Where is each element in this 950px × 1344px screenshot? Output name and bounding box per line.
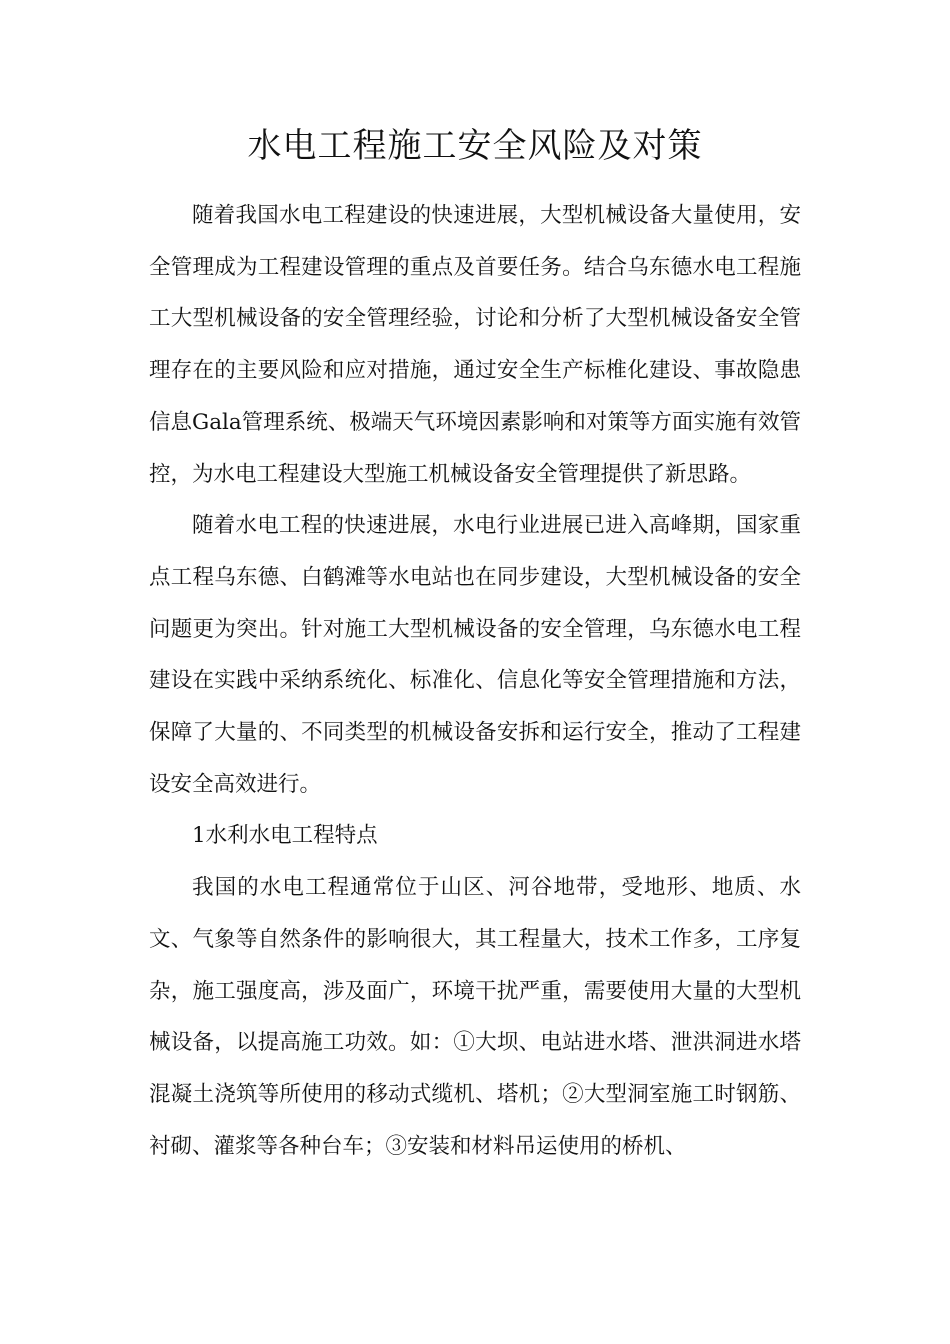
section-heading: 1水利水电工程特点 <box>192 823 378 849</box>
paragraph-section-body: 我国的水电工程通常位于山区、河谷地带，受地形、地质、水文、气象等自然条件的影响很大，其工程量大，技术工作多，工序复杂，施工强度高，涉及面广，环境干扰严重，需要使用大量的大型机械设备，以提高施工功效。如：①大坝、电站进水塔、泄洪洞进水塔混凝土浇筑等所使用的移动式缆机、塔机；②大型洞室施工时钢筋、衬砌、灌浆等各种台车；③安装和材料吊运使用的桥机、 <box>149 875 801 1159</box>
document-body <box>149 190 801 1172</box>
document-title: 水电工程施工安全风险及对策 <box>247 126 703 166</box>
paragraph-intro: 随着水电工程的快速进展，水电行业进展已进入高峰期，国家重点工程乌东德、白鹤滩等水电站也在同步建设，大型机械设备的安全问题更为突出。针对施工大型机械设备的安全管理，乌东德水电工程建设在实践中采纳系统化、标准化、信息化等安全管理措施和方法，保障了大量的、不同类型的机械设备安拆和运行安全，推动了工程建设安全高效进行。 <box>149 513 801 797</box>
paragraph-abstract: 随着我国水电工程建设的快速进展，大型机械设备大量使用，安全管理成为工程建设管理的重点及首要任务。结合乌东德水电工程施工大型机械设备的安全管理经验，讨论和分析了大型机械设备安全管理存在的主要风险和应对措施，通过安全生产标椎化建设、事故隐患信息Gala管理系统、极端天气环境因素影响和对策等方面实施有效管控，为水电工程建设大型施工机械设备安全管理提供了新思路。 <box>149 203 801 487</box>
